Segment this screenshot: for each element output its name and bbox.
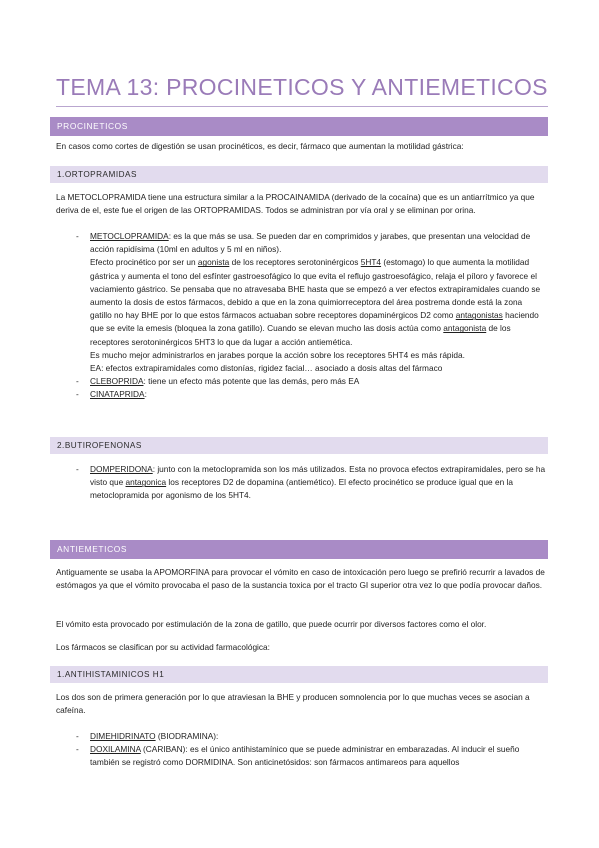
- drug-description: (BIODRAMINA):: [155, 731, 219, 741]
- drug-name: DOXILAMINA: [90, 744, 141, 755]
- text-run: de los receptores serotoninérgicos 5HT3 lo que da lugar a acción antiemética.: [90, 323, 511, 347]
- drug-name: DIMEHIDRINATO: [90, 731, 156, 741]
- list-item-domperidona: [76, 463, 546, 503]
- list-dash: -: [76, 744, 79, 755]
- drug-name: DOMPERIDONA: [90, 464, 153, 474]
- metoclopramida-note: Es mucho mejor administrarlos en jarabes porque la acción sobre los receptores 5HT4 es más rápida.: [90, 349, 465, 360]
- text-run: haciendo que se evite la emesis (bloquea la zona gatillo). Cuando se elevan mucho las dosis actúa como: [90, 310, 539, 334]
- list-dash: -: [76, 464, 79, 474]
- antiemeticos-paragraph-1: Antiguamente se usaba la APOMORFINA para provocar el vómito en caso de intoxicación pero luego se prefirió recurrir a lavados de estómagos ya que el vómito provocaba el paso de la sustancia toxica por el tracto GI superior otra vez lo que podía provocar daños.: [56, 567, 545, 591]
- underlined-term: antagonica: [125, 477, 167, 488]
- subsection-heading-antihistaminicos: 1.ANTIHISTAMINICOS H1: [50, 666, 548, 683]
- antihistaminicos-list: [76, 730, 546, 770]
- list-item-dimehidrinato: [76, 730, 546, 743]
- text-run: los receptores D2 de dopamina (antiemético). El efecto procinético se produce igual que en la metoclopramida por agonismo de los 5HT4.: [90, 477, 513, 501]
- drug-description: :: [144, 389, 147, 400]
- drug-description: : tiene un efecto más potente que las demás, pero más EA: [143, 376, 360, 387]
- list-dash: -: [76, 389, 79, 400]
- underlined-term: antagonista: [443, 323, 487, 334]
- list-dash: -: [76, 231, 79, 241]
- ortopramidas-list: [76, 230, 546, 402]
- list-dash: -: [76, 376, 79, 387]
- section-heading-antiemeticos: ANTIEMETICOS: [50, 540, 548, 559]
- list-item-cinataprida: [76, 388, 546, 401]
- antiemeticos-paragraph-2: El vómito esta provocado por estimulación de la zona de gatillo, que puede ocurrir por diversos factores como el olor.: [56, 619, 487, 629]
- drug-description: (CARIBAN): es el único antihistamínico que se puede administrar en embarazadas. Al inducir el sueño también se registró como DORMIDINA. Son anticinetósidos: son fármacos antimareos para aquellos: [90, 744, 520, 768]
- title-divider: [56, 106, 548, 107]
- list-item-doxilamina: [76, 743, 546, 769]
- subsection-heading-butirofenonas: 2.BUTIROFENONAS: [50, 437, 548, 454]
- metoclopramida-adverse-effects: EA: efectos extrapiramidales como distonías, rigidez facial… asociado a dosis altas del fármaco: [90, 363, 443, 374]
- page-title: TEMA 13: PROCINETICOS Y ANTIEMETICOS: [56, 74, 548, 100]
- ortopramidas-paragraph: La METOCLOPRAMIDA tiene una estructura similar a la PROCAINAMIDA (derivado de la cocaína) que es un antiarrítmico ya que deriva de el, este fue el origen de las ORTOPRAMIDAS. Todos se administran por vía oral y se eliminan por orina.: [56, 192, 535, 216]
- procineticos-intro: En casos como cortes de digestión se usan procinéticos, es decir, fármaco que aumentan la motilidad gástrica:: [56, 141, 464, 151]
- subsection-heading-ortopramidas: 1.ORTOPRAMIDAS: [50, 166, 548, 183]
- text-run: (estomago) lo que aumenta la motilidad gástrica y aumenta el tono del esfínter gastroesofágico lo que evita el reflujo gastroesofágico, relaja el píloro y favorece el vaciamiento gástrico. Se pensaba que no atravesaba BHE hasta que se empezó a ver efectos extrapiramidales cuando se aumento la dosis de estos fármacos, debido a que en la zona quimiorreceptora del área postrema donde está la zona gatillo no hay BHE por lo que estos fármacos actuaban sobre receptores dopaminérgicos D2 como: [90, 257, 541, 321]
- butirofenonas-list: [76, 463, 546, 503]
- underlined-term: agonista: [197, 257, 230, 268]
- drug-name: CLEBOPRIDA: [90, 376, 144, 387]
- underlined-term: 5HT4: [360, 257, 382, 268]
- text-run: : junto con la metoclopramida son los más utilizados. Esta no provoca efectos extrapiramidales, pero se ha visto que: [90, 464, 546, 488]
- list-item-metoclopramida: [76, 230, 546, 375]
- section-heading-procineticos: PROCINETICOS: [50, 117, 548, 136]
- antiemeticos-paragraph-3: Los fármacos se clasifican por su actividad farmacológica:: [56, 642, 270, 652]
- drug-name: METOCLOPRAMIDA: [90, 231, 169, 241]
- list-item-cleboprida: [76, 375, 546, 388]
- underlined-term: antagonistas: [455, 310, 503, 321]
- drug-description: : es la que más se usa. Se pueden dar en comprimidos y jarabes, que presentan una velocidad de acción rapidísima (10ml en adultos y 5 ml en niños).: [90, 231, 531, 255]
- list-dash: -: [76, 731, 79, 741]
- text-run: de los receptores serotoninérgicos: [229, 257, 361, 268]
- text-run: Efecto procinético por ser un: [90, 257, 198, 268]
- antihistaminicos-paragraph: Los dos son de primera generación por lo que atraviesan la BHE y producen somnolencia por lo que muchas veces se asocian a cafeína.: [56, 692, 530, 716]
- drug-name: CINATAPRIDA: [90, 389, 145, 400]
